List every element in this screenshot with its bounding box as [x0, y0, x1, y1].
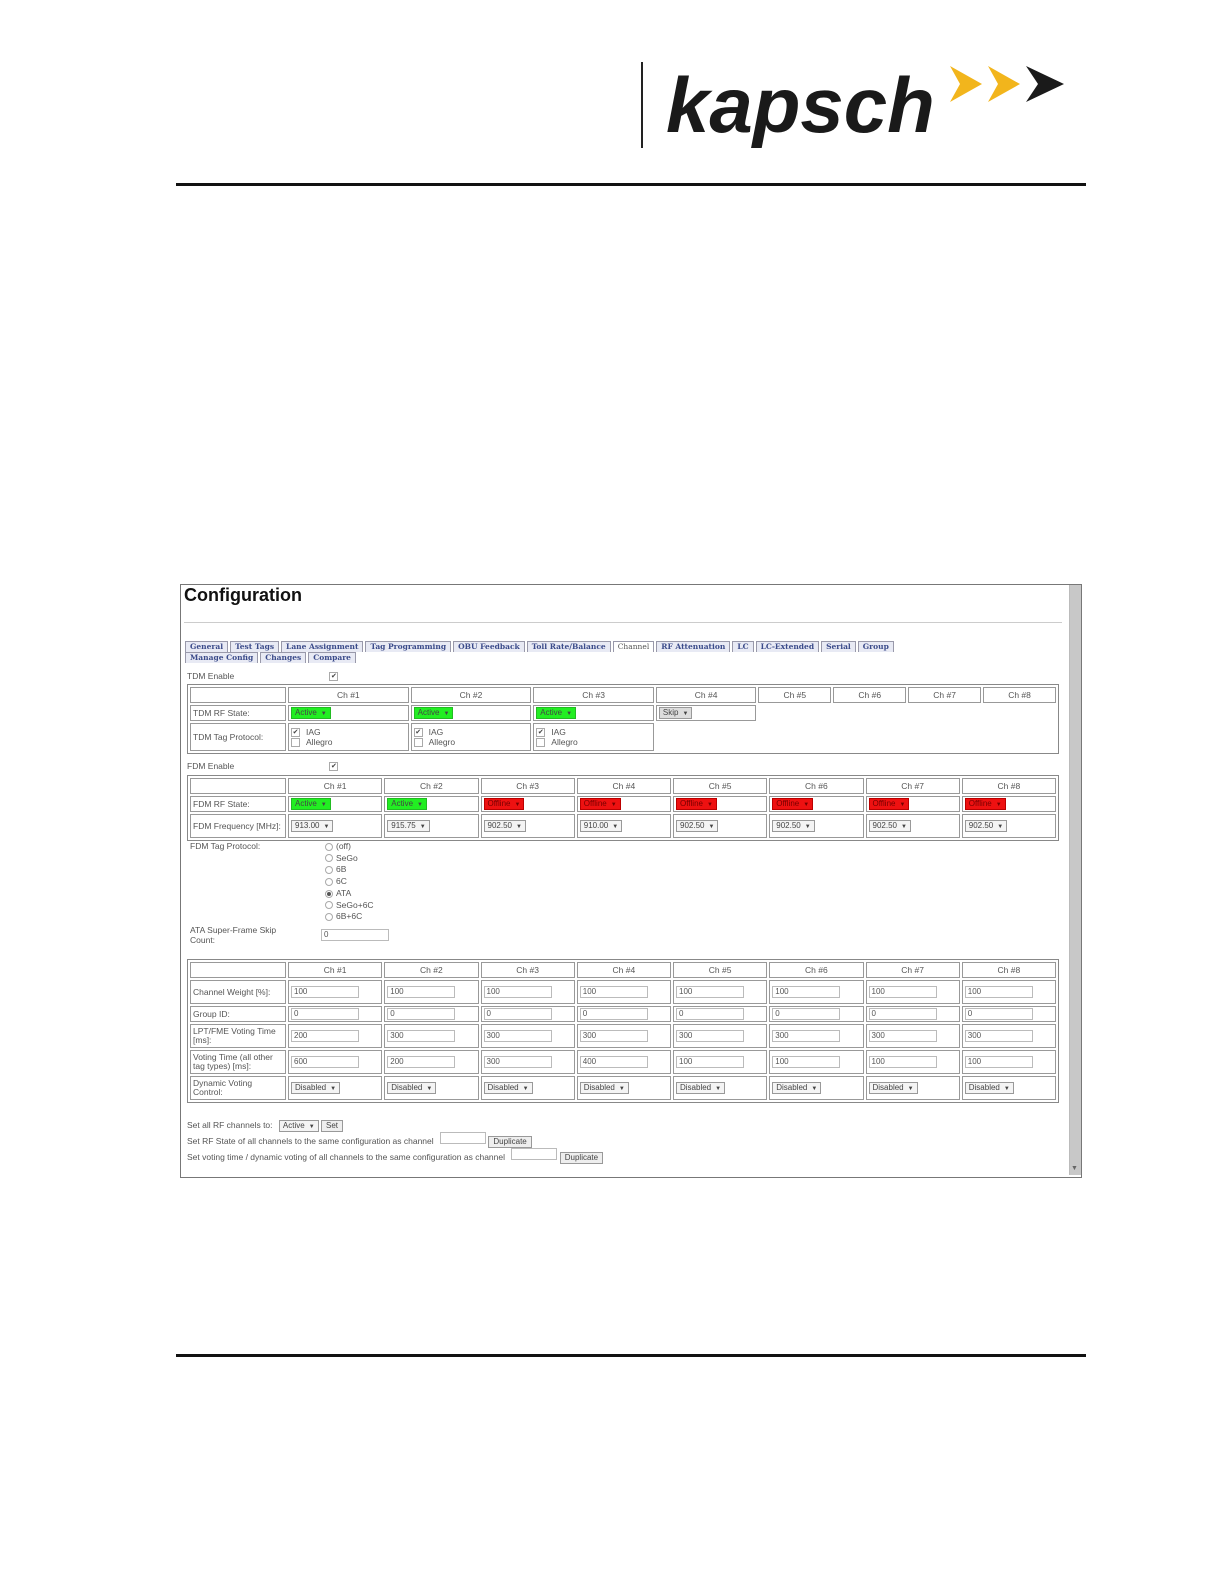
footer-rule	[176, 1354, 1086, 1357]
chevron-down-icon: ▼	[907, 1086, 914, 1092]
tag-protocol-checkbox[interactable]: ✔	[537, 729, 544, 736]
tab-lc[interactable]: LC	[732, 641, 753, 652]
lpt-voting-input[interactable]: 300	[580, 1030, 648, 1042]
channel-weight-input-cell	[384, 980, 478, 1004]
header-spacer	[190, 778, 286, 794]
lpt-voting-input-cell	[673, 1024, 767, 1048]
dynamic-voting-select[interactable]: Disabled ▼	[772, 1082, 821, 1094]
fdm-frequency-cell	[673, 814, 767, 838]
tdm-rf-state-label: TDM RF State:	[190, 705, 286, 721]
channel-header: Ch #4	[577, 778, 671, 794]
channel-header: Ch #7	[866, 778, 960, 794]
channel-weight-input-cell	[673, 980, 767, 1004]
channel-weight-input[interactable]: 100	[387, 986, 455, 998]
group-id-input-cell	[673, 1006, 767, 1022]
tab-general[interactable]: General	[185, 641, 228, 652]
tag-protocol-checkbox[interactable]	[536, 738, 545, 747]
channel-weight-input[interactable]: 100	[484, 986, 552, 998]
logo-arrow-2	[988, 66, 1020, 102]
radio-button[interactable]	[325, 854, 333, 862]
dynamic-voting-row	[190, 1076, 1056, 1100]
header-spacer	[190, 962, 286, 978]
group-id-input[interactable]: 0	[676, 1008, 744, 1020]
fdm-frequency-select[interactable]: 902.50 ▼	[676, 820, 718, 832]
dynamic-voting-select[interactable]: Disabled ▼	[580, 1082, 629, 1094]
vertical-scrollbar[interactable]	[1069, 585, 1081, 1175]
header-divider	[641, 62, 643, 148]
voting-time-input-cell	[962, 1050, 1056, 1074]
fdm-frequency-cell	[288, 814, 382, 838]
channel-header: Ch #7	[866, 962, 960, 978]
voting-time-input[interactable]: 100	[772, 1056, 840, 1068]
group-id-input[interactable]: 0	[772, 1008, 840, 1020]
ata-skip-input[interactable]: 0	[321, 929, 389, 941]
radio-label: 6B+6C	[336, 911, 363, 922]
page-title: Configuration	[184, 585, 302, 605]
tab-lc-extended[interactable]: LC-Extended	[756, 641, 820, 652]
dynamic-voting-select[interactable]: Disabled ▼	[484, 1082, 533, 1094]
radio-label: SeGo+6C	[336, 899, 374, 910]
tab-lane-assignment[interactable]: Lane Assignment	[281, 641, 363, 652]
fdm-rf-state-select[interactable]: Offline ▼	[580, 798, 621, 810]
chevron-down-icon: ▼	[803, 802, 810, 808]
channel-header: Ch #4	[577, 962, 671, 978]
chevron-down-icon: ▼	[330, 1086, 337, 1092]
chevron-down-icon: ▼	[811, 1086, 818, 1092]
tag-protocol-checkbox[interactable]: ✔	[415, 729, 422, 736]
chevron-down-icon: ▼	[566, 711, 573, 717]
ata-skip-label: ATA Super-Frame Skip Count:	[190, 925, 277, 945]
lpt-voting-input[interactable]: 300	[772, 1030, 840, 1042]
chevron-down-icon: ▼	[804, 824, 811, 830]
tab-channel[interactable]: Channel	[613, 641, 655, 652]
channel-weights-table	[187, 959, 1059, 1103]
fdm-rf-state-cell	[769, 796, 863, 812]
channel-weight-row	[190, 980, 1056, 1004]
header-spacer	[190, 687, 286, 703]
channel-weight-label: Channel Weight [%]:	[190, 980, 286, 1004]
tag-protocol-option-label: IAG	[428, 726, 444, 737]
chevron-down-icon: ▼	[899, 802, 906, 808]
group-id-input-cell	[384, 1006, 478, 1022]
tag-protocol-option-label: Allegro	[551, 737, 578, 747]
chevron-down-icon: ▼	[708, 824, 715, 830]
group-id-input-cell	[577, 1006, 671, 1022]
voting-time-input[interactable]: 200	[387, 1056, 455, 1068]
tab-serial[interactable]: Serial	[821, 641, 856, 652]
tab-bar	[185, 641, 965, 663]
chevron-down-icon: ▼	[995, 802, 1002, 808]
fdm-table	[187, 775, 1059, 841]
logo-arrow-1	[950, 66, 982, 102]
lpt-voting-input-cell	[769, 1024, 863, 1048]
tab-group[interactable]: Group	[858, 641, 894, 652]
fdm-tag-protocol-option[interactable]	[325, 853, 374, 865]
tab-obu-feedback[interactable]: OBU Feedback	[453, 641, 525, 652]
lpt-voting-input[interactable]: 300	[869, 1030, 937, 1042]
fdm-tag-protocol-option[interactable]	[325, 911, 374, 923]
radio-label: (off)	[336, 841, 351, 851]
fdm-tag-protocol-option[interactable]	[325, 864, 374, 876]
radio-button[interactable]	[325, 890, 333, 898]
voting-time-input[interactable]: 600	[291, 1056, 359, 1068]
rf-duplicate-label: Set RF State of all channels to the same configuration as channel	[187, 1136, 434, 1146]
tag-protocol-option-label: Allegro	[306, 737, 333, 747]
group-id-input-cell	[288, 1006, 382, 1022]
fdm-tag-protocol-label: FDM Tag Protocol:	[190, 841, 261, 851]
fdm-frequency-select[interactable]: 902.50 ▼	[869, 820, 911, 832]
channel-weight-input[interactable]: 100	[965, 986, 1033, 998]
chevron-down-icon: ▼	[417, 802, 423, 808]
channel-header: Ch #6	[769, 778, 863, 794]
lpt-voting-input-cell	[384, 1024, 478, 1048]
channel-weight-input-cell	[577, 980, 671, 1004]
tdm-enable-row	[187, 671, 1057, 681]
chevron-down-icon: ▼	[443, 711, 450, 717]
scroll-down-icon: ▼	[1071, 1165, 1078, 1172]
channel-header: Ch #1	[288, 778, 382, 794]
chevron-down-icon: ▼	[426, 1086, 433, 1092]
fdm-rf-state-select[interactable]: Offline ▼	[965, 798, 1006, 810]
dynamic-voting-cell	[769, 1076, 863, 1100]
fdm-rf-state-label: FDM RF State:	[190, 796, 286, 812]
fdm-enable-label: FDM Enable	[187, 761, 235, 771]
dynamic-voting-cell	[288, 1076, 382, 1100]
voting-time-input[interactable]: 100	[676, 1056, 744, 1068]
kapsch-logo	[664, 52, 1074, 152]
voting-time-input-cell	[769, 1050, 863, 1074]
lpt-voting-label: LPT/FME Voting Time [ms]:	[190, 1024, 286, 1048]
tdm-rf-state-select[interactable]: Active ▼	[536, 707, 576, 719]
tdm-header-row	[190, 687, 1056, 703]
set-all-select[interactable]: Active ▼	[279, 1120, 319, 1132]
group-id-input[interactable]: 0	[484, 1008, 552, 1020]
chevron-down-icon: ▼	[618, 1086, 625, 1092]
empty-cell	[656, 723, 1056, 751]
fdm-frequency-cell	[384, 814, 478, 838]
dynamic-voting-cell	[866, 1076, 960, 1100]
group-id-input-cell	[866, 1006, 960, 1022]
fdm-header-row	[190, 778, 1056, 794]
chevron-down-icon: ▼	[612, 824, 619, 830]
tab-rf-attenuation[interactable]: RF Attenuation	[656, 641, 730, 652]
radio-label: 6B	[336, 864, 347, 875]
channel-weight-input[interactable]: 100	[291, 986, 359, 998]
fdm-rf-state-cell	[962, 796, 1056, 812]
channel-weight-input[interactable]: 100	[580, 986, 648, 998]
tab-compare[interactable]: Compare	[308, 652, 356, 663]
tdm-rf-state-row	[190, 705, 1056, 721]
lpt-voting-input[interactable]: 300	[484, 1030, 552, 1042]
lpt-voting-input[interactable]: 300	[387, 1030, 455, 1042]
tdm-rf-state-select[interactable]: Skip ▼	[659, 707, 693, 719]
dynamic-voting-select[interactable]: Disabled ▼	[291, 1082, 340, 1094]
header-rule	[176, 183, 1086, 186]
tdm-rf-state-select[interactable]: Active ▼	[291, 707, 331, 719]
fdm-rf-state-cell	[673, 796, 767, 812]
chevron-down-icon: ▼	[308, 1124, 315, 1130]
channel-header: Ch #2	[384, 962, 478, 978]
weights-header-row	[190, 962, 1056, 978]
chevron-down-icon: ▼	[682, 711, 689, 717]
voting-time-input[interactable]: 100	[869, 1056, 937, 1068]
group-id-input[interactable]: 0	[580, 1008, 648, 1020]
channel-weight-input[interactable]: 100	[772, 986, 840, 998]
voting-duplicate-label: Set voting time / dynamic voting of all channels to the same configuration as channel	[187, 1151, 505, 1162]
bottom-controls	[187, 1119, 1057, 1164]
group-id-input[interactable]: 0	[869, 1008, 937, 1020]
lpt-voting-input-cell	[962, 1024, 1056, 1048]
fdm-rf-state-cell	[577, 796, 671, 812]
chevron-down-icon: ▼	[997, 824, 1004, 830]
rf-duplicate-channel-input[interactable]	[440, 1132, 486, 1144]
voting-time-label: Voting Time (all other tag types) [ms]:	[190, 1050, 286, 1074]
tab-toll-rate-balance[interactable]: Toll Rate/Balance	[527, 641, 611, 652]
lpt-voting-input-cell	[866, 1024, 960, 1048]
empty-cell	[758, 705, 1056, 721]
tab-manage-config[interactable]: Manage Config	[185, 652, 258, 663]
dynamic-voting-select[interactable]: Disabled ▼	[676, 1082, 725, 1094]
tdm-table	[187, 684, 1059, 754]
fdm-tag-protocol-options	[325, 841, 374, 923]
dynamic-voting-select[interactable]: Disabled ▼	[387, 1082, 436, 1094]
fdm-frequency-select[interactable]: 910.00 ▼	[580, 820, 622, 832]
lpt-voting-row	[190, 1024, 1056, 1048]
voting-time-input-cell	[673, 1050, 767, 1074]
chevron-down-icon: ▼	[514, 802, 521, 808]
fdm-enable-checkbox[interactable]: ✔	[330, 763, 337, 771]
channel-weight-input-cell	[962, 980, 1056, 1004]
fdm-rf-state-select[interactable]: Active ▼	[387, 798, 427, 810]
channel-header: Ch #6	[833, 687, 906, 703]
dynamic-voting-cell	[384, 1076, 478, 1100]
channel-weight-input-cell	[481, 980, 575, 1004]
fdm-rf-state-select[interactable]: Active ▼	[291, 798, 331, 810]
fdm-frequency-label: FDM Frequency [MHz]:	[190, 814, 286, 838]
channel-header: Ch #8	[962, 962, 1056, 978]
fdm-frequency-select[interactable]: 913.00 ▼	[291, 820, 333, 832]
tdm-tag-protocol-cell	[288, 723, 409, 751]
voting-time-input-cell	[481, 1050, 575, 1074]
fdm-tag-protocol-option[interactable]	[325, 841, 374, 853]
tab-tag-programming[interactable]: Tag Programming	[365, 641, 451, 652]
title-rule	[184, 622, 1062, 623]
radio-label: 6C	[336, 876, 347, 887]
fdm-frequency-select[interactable]: 915.75 ▼	[387, 820, 429, 832]
fdm-rf-state-select[interactable]: Offline ▼	[869, 798, 910, 810]
dynamic-voting-cell	[481, 1076, 575, 1100]
channel-header: Ch #8	[962, 778, 1056, 794]
chevron-down-icon: ▼	[515, 824, 522, 830]
fdm-rf-state-cell	[288, 796, 382, 812]
tdm-enable-checkbox[interactable]: ✔	[330, 673, 337, 681]
chevron-down-icon: ▼	[320, 802, 327, 808]
channel-header: Ch #5	[758, 687, 831, 703]
fdm-frequency-cell	[962, 814, 1056, 838]
fdm-frequency-cell	[577, 814, 671, 838]
fdm-rf-state-cell	[384, 796, 478, 812]
tdm-tag-protocol-cell	[411, 723, 532, 751]
dynamic-voting-select[interactable]: Disabled ▼	[869, 1082, 918, 1094]
fdm-rf-state-select[interactable]: Offline ▼	[484, 798, 525, 810]
fdm-frequency-cell	[769, 814, 863, 838]
voting-time-input[interactable]: 300	[484, 1056, 552, 1068]
lpt-voting-input-cell	[577, 1024, 671, 1048]
fdm-tag-protocol-option[interactable]	[325, 876, 374, 888]
tag-protocol-checkbox[interactable]: ✔	[292, 729, 299, 736]
channel-header: Ch #7	[908, 687, 981, 703]
configuration-screenshot	[180, 584, 1082, 1178]
lpt-voting-input[interactable]: 300	[965, 1030, 1033, 1042]
chevron-down-icon: ▼	[419, 824, 426, 830]
fdm-frequency-cell	[866, 814, 960, 838]
fdm-frequency-row	[190, 814, 1056, 838]
group-id-input-cell	[769, 1006, 863, 1022]
tdm-rf-state-cell	[288, 705, 409, 721]
tdm-rf-state-select[interactable]: Active ▼	[414, 707, 454, 719]
tdm-tag-protocol-cell	[533, 723, 654, 751]
channel-header: Ch #1	[288, 962, 382, 978]
voting-duplicate-button[interactable]: Duplicate	[560, 1152, 603, 1164]
chevron-down-icon: ▼	[320, 711, 327, 717]
tag-protocol-checkbox[interactable]	[291, 738, 300, 747]
radio-button[interactable]	[325, 913, 333, 921]
voting-duplicate-channel-input[interactable]	[511, 1148, 557, 1160]
fdm-enable-row	[187, 761, 1057, 771]
group-id-input-cell	[962, 1006, 1056, 1022]
channel-header: Ch #3	[481, 778, 575, 794]
group-id-input[interactable]: 0	[291, 1008, 359, 1020]
tag-protocol-option-label: Allegro	[428, 737, 456, 747]
chevron-down-icon: ▼	[610, 802, 617, 808]
voting-time-input-cell	[288, 1050, 382, 1074]
fdm-rf-state-cell	[866, 796, 960, 812]
group-id-row	[190, 1006, 1056, 1022]
logo-arrow-3	[1026, 66, 1064, 102]
fdm-tag-protocol-option[interactable]	[325, 888, 374, 900]
radio-button[interactable]	[325, 866, 333, 874]
fdm-frequency-select[interactable]: 902.50 ▼	[965, 820, 1007, 832]
group-id-input[interactable]: 0	[965, 1008, 1033, 1020]
group-id-input-cell	[481, 1006, 575, 1022]
lpt-voting-input[interactable]: 300	[676, 1030, 744, 1042]
channel-header: Ch #5	[673, 962, 767, 978]
tdm-rf-state-cell	[411, 705, 532, 721]
chevron-down-icon: ▼	[715, 1086, 722, 1092]
tdm-rf-state-cell	[533, 705, 654, 721]
dynamic-voting-cell	[673, 1076, 767, 1100]
set-all-label: Set all RF channels to:	[187, 1120, 273, 1130]
channel-header: Ch #6	[769, 962, 863, 978]
dynamic-voting-cell	[577, 1076, 671, 1100]
chevron-down-icon: ▼	[900, 824, 907, 830]
tdm-tag-protocol-label: TDM Tag Protocol:	[190, 723, 286, 751]
tab-changes[interactable]: Changes	[260, 652, 306, 663]
group-id-input[interactable]: 0	[387, 1008, 455, 1020]
rf-duplicate-row	[187, 1132, 1057, 1148]
channel-header: Ch #2	[384, 778, 478, 794]
voting-time-input[interactable]: 100	[965, 1056, 1033, 1068]
tdm-tag-protocol-row	[190, 723, 1056, 751]
radio-label: SeGo	[336, 852, 358, 863]
voting-time-input-cell	[577, 1050, 671, 1074]
channel-header: Ch #8	[983, 687, 1056, 703]
channel-header: Ch #1	[288, 687, 409, 703]
fdm-frequency-select[interactable]: 902.50 ▼	[484, 820, 526, 832]
channel-header: Ch #2	[411, 687, 532, 703]
channel-header: Ch #5	[673, 778, 767, 794]
lpt-voting-input-cell	[288, 1024, 382, 1048]
dynamic-voting-cell	[962, 1076, 1056, 1100]
group-id-label: Group ID:	[190, 1006, 286, 1022]
channel-weight-input-cell	[769, 980, 863, 1004]
lpt-voting-input-cell	[481, 1024, 575, 1048]
voting-time-input-cell	[384, 1050, 478, 1074]
fdm-rf-state-row	[190, 796, 1056, 812]
channel-weight-input[interactable]: 100	[676, 986, 744, 998]
chevron-down-icon: ▼	[706, 802, 713, 808]
voting-time-row	[190, 1050, 1056, 1074]
tdm-enable-label: TDM Enable	[187, 671, 235, 681]
radio-label: ATA	[336, 887, 352, 898]
fdm-rf-state-select[interactable]: Offline ▼	[676, 798, 717, 810]
channel-header: Ch #3	[533, 687, 654, 703]
radio-button[interactable]	[325, 901, 333, 909]
tag-protocol-option-label: IAG	[306, 726, 321, 737]
voting-duplicate-row	[187, 1148, 1057, 1164]
channel-header: Ch #4	[656, 687, 756, 703]
chevron-down-icon: ▼	[1003, 1086, 1010, 1092]
tag-protocol-option-label: IAG	[551, 726, 566, 737]
set-button[interactable]: Set	[321, 1120, 343, 1132]
chevron-down-icon: ▼	[323, 824, 330, 830]
tab-test-tags[interactable]: Test Tags	[230, 641, 279, 652]
fdm-frequency-cell	[481, 814, 575, 838]
fdm-tag-protocol-option[interactable]	[325, 900, 374, 912]
dynamic-voting-select[interactable]: Disabled ▼	[965, 1082, 1014, 1094]
channel-weight-input[interactable]: 100	[869, 986, 937, 998]
voting-time-input[interactable]: 400	[580, 1056, 648, 1068]
rf-duplicate-button[interactable]: Duplicate	[488, 1136, 531, 1148]
fdm-rf-state-cell	[481, 796, 575, 812]
radio-button[interactable]	[325, 878, 333, 886]
tdm-rf-state-cell	[656, 705, 756, 721]
chevron-down-icon: ▼	[522, 1086, 529, 1092]
fdm-rf-state-select[interactable]: Offline ▼	[772, 798, 813, 810]
voting-time-input-cell	[866, 1050, 960, 1074]
logo-text: kapsch	[666, 61, 935, 149]
channel-weight-input-cell	[866, 980, 960, 1004]
lpt-voting-input[interactable]: 200	[291, 1030, 359, 1042]
dynamic-voting-label: Dynamic Voting Control:	[190, 1076, 286, 1100]
radio-button[interactable]	[325, 843, 333, 851]
channel-weight-input-cell	[288, 980, 382, 1004]
set-all-row	[187, 1119, 1057, 1132]
channel-header: Ch #3	[481, 962, 575, 978]
tag-protocol-checkbox[interactable]	[414, 738, 423, 747]
fdm-frequency-select[interactable]: 902.50 ▼	[772, 820, 814, 832]
